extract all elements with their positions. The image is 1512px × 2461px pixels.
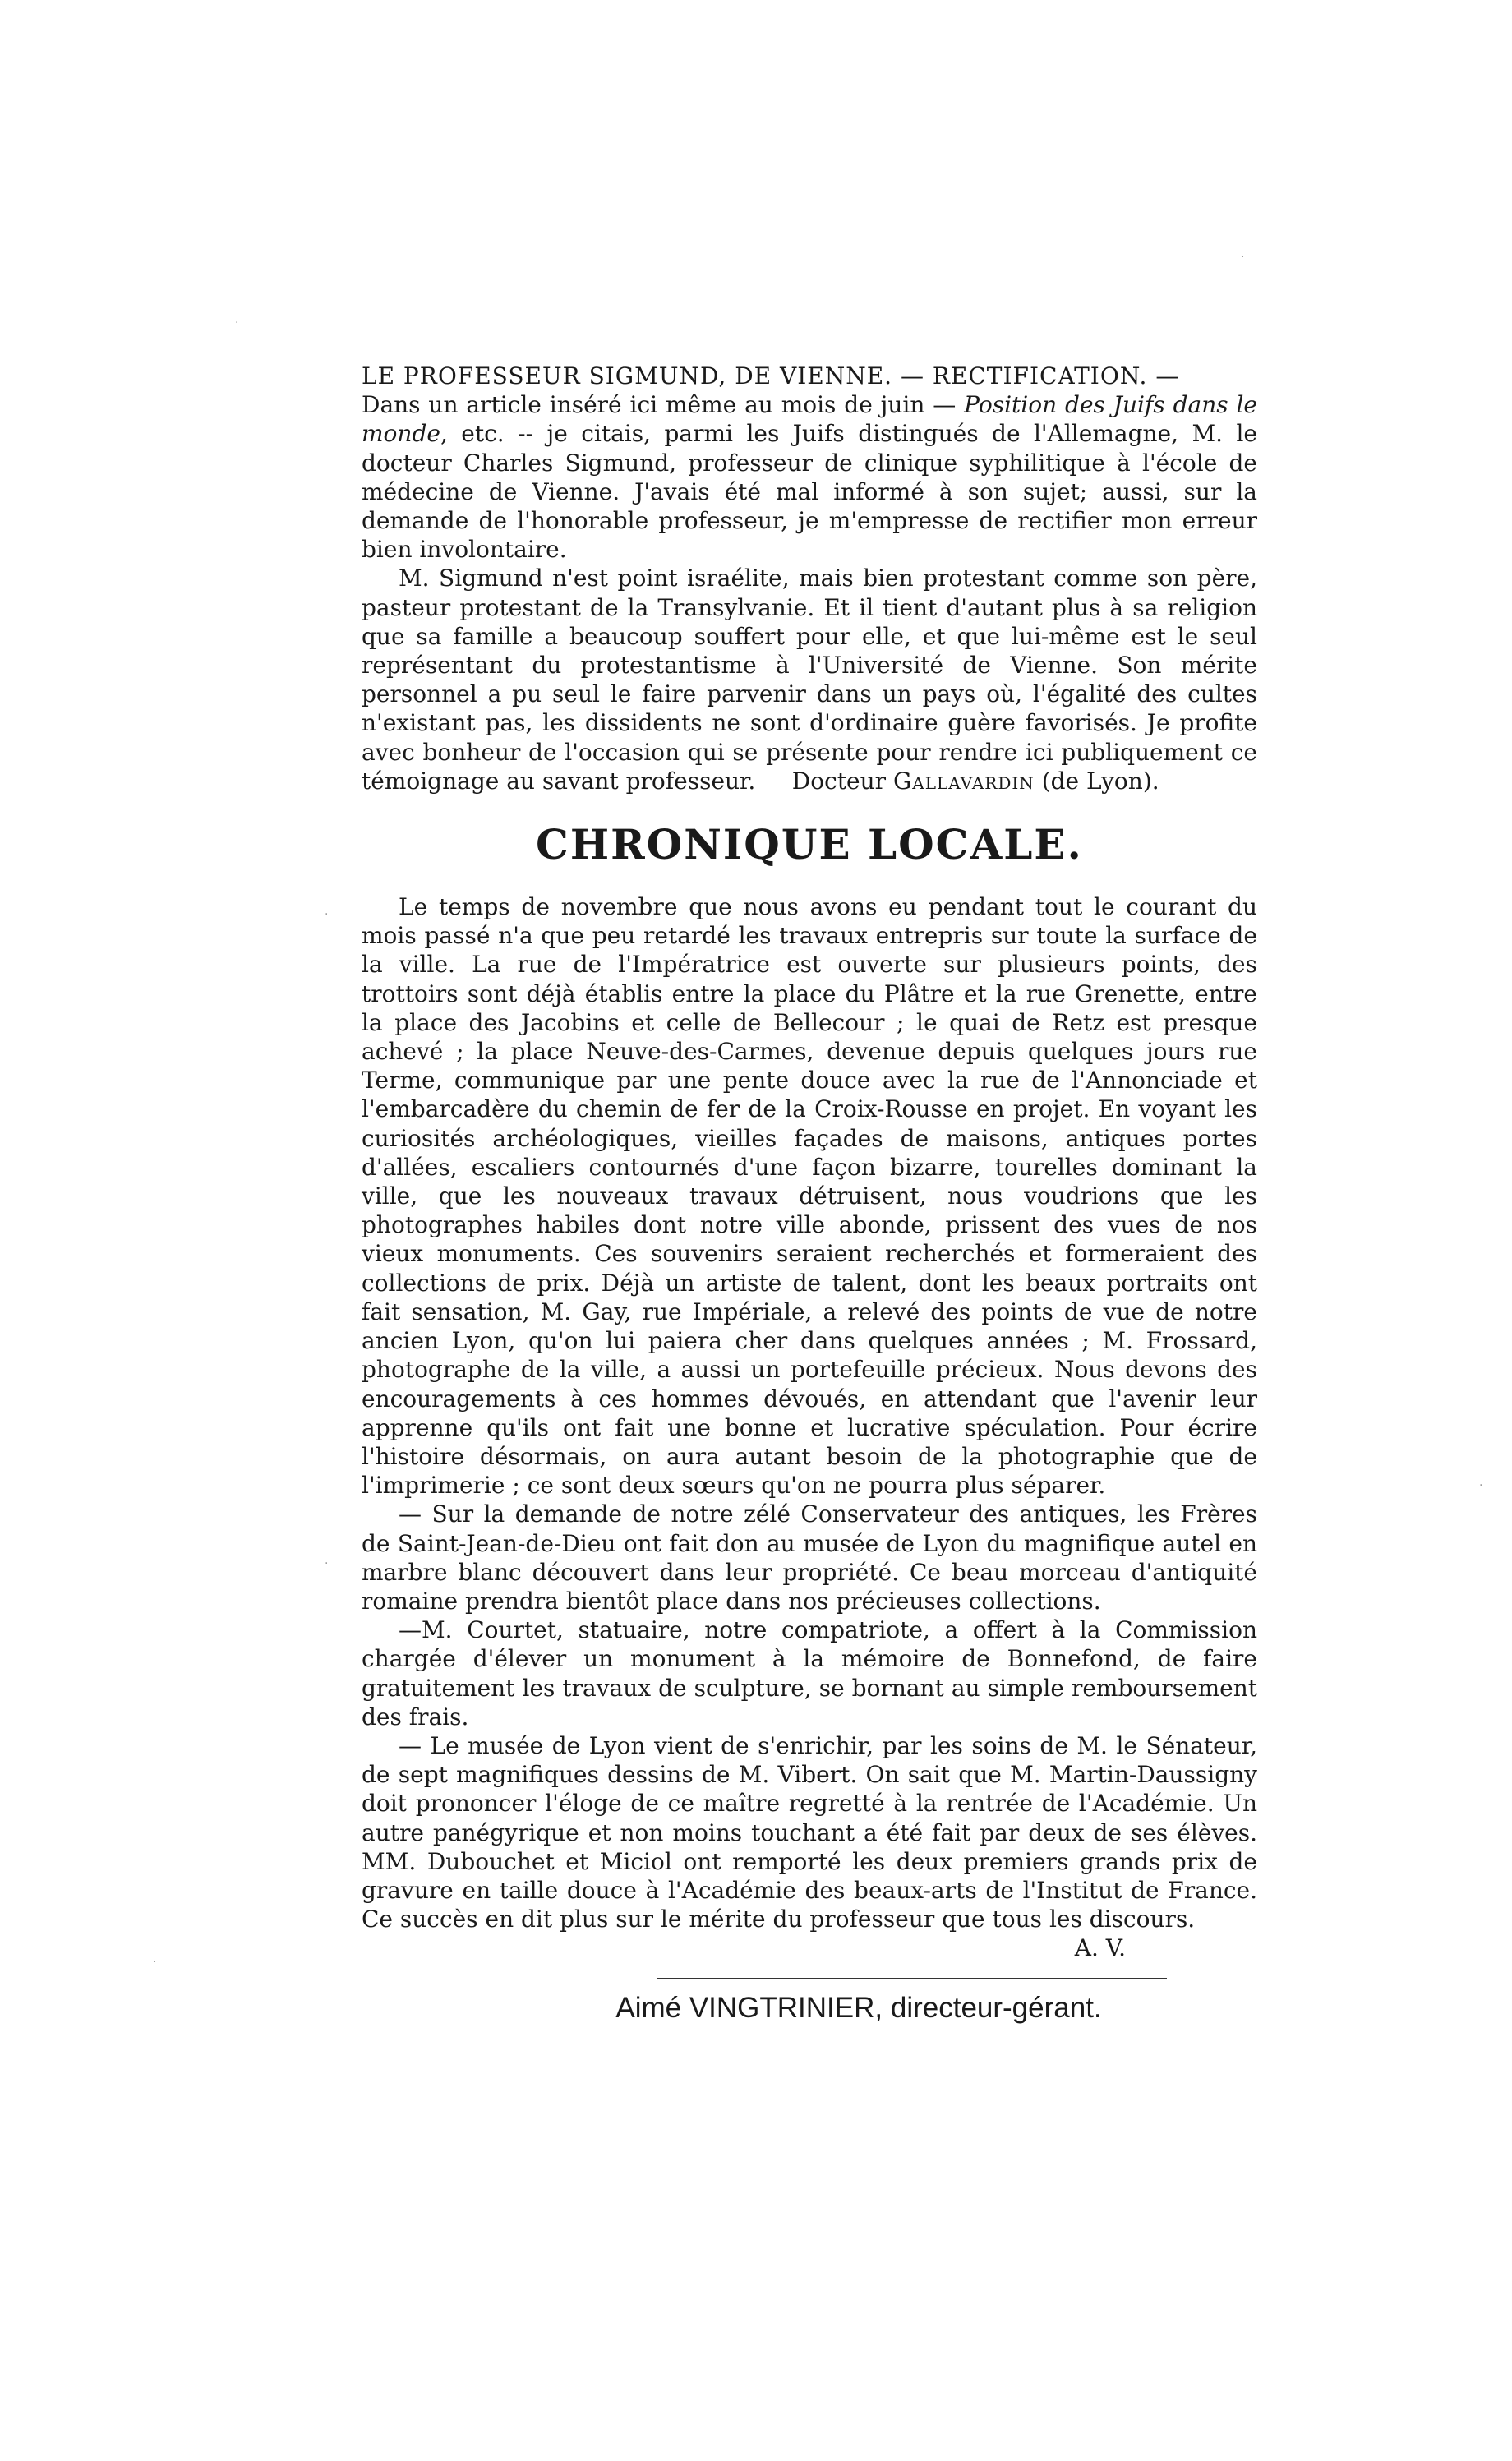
footer-rule xyxy=(657,1978,1167,1979)
chronique-paragraph-2: — Sur la demande de notre zélé Conservateur des antiques, les Frères de Saint-Jean-de-Dieu ont fait don au musée de Lyon du magnifique autel en marbre blanc découvert dans leur propriété. Ce beau morceau d'antiquité romaine prendra bientôt place dans nos précieuses collections. xyxy=(362,1500,1257,1615)
text-run: M. Sigmund n'est point israélite, mais bien protestant comme son père, pasteur protestant de la Transylvanie. Et il tient d'autant plus à sa religion que sa famille a beaucoup souffert pour elle, et que lui-même est le seul représentant du protestantisme à l'Université de Vienne. Son mérite personnel a pu seul le faire parvenir dans un pays où, l'égalité des cultes n'existant pas, les dissidents ne sont d'ordinaire guère favorisés. Je profite avec bonheur de l'occasion qui se présente pour rendre ici publiquement ce témoignage au savant professeur. xyxy=(362,565,1257,795)
publisher-first-name: Aimé xyxy=(615,1991,682,2024)
chronique-locale xyxy=(362,892,1257,1963)
signature-prefix: Docteur xyxy=(791,767,887,795)
publisher-last-name: VINGTRINIER xyxy=(689,1991,875,2024)
chronique-paragraph-3: —M. Courtet, statuaire, notre compatriote, a offert à la Commission chargée d'élever un monument à la mémoire de Bonnefond, de faire gratuitement les travaux de sculpture, se bornant au simple remboursement des frais. xyxy=(362,1616,1257,1731)
signature-name: Gallavardin xyxy=(892,767,1035,795)
chronique-paragraph-1: Le temps de novembre que nous avons eu pendant tout le courant du mois passé n'a que peu retardé les travaux entrepris sur toute la surface de la ville. La rue de l'Impératrice est ouverte sur plusieurs points, des trottoirs sont déjà établis entre la place du Plâtre et la rue Grenette, entre la place des Jacobins et celle de Bellecour ; le quai de Retz est presque achevé ; la place Neuve-des-Carmes, devenue depuis quelques jours rue Terme, communique par une pente douce avec la rue de l'Annonciade et l'embarcadère du chemin de fer de la Croix-Rousse en projet. En voyant les curiosités archéologiques, vieilles façades de maisons, antiques portes d'allées, escaliers contournés d'une façon bizarre, tourelles dominant la ville, que les nouveaux travaux détruisent, nous voudrions que les photographes habiles dont notre ville abonde, prissent des vues de nos vieux monuments. Ces souvenirs seraient recherchés et formeraient des collections de prix. Déjà un artiste de talent, dont les beaux portraits ont fait sensation, M. Gay, rue Impériale, a relevé des points de vue de notre ancien Lyon, qu'on lui paiera cher dans quelques années ; M. Frossard, photographe de la ville, a aussi un portefeuille précieux. Nous devons des encouragements à ces hommes dévoués, en attendant que l'avenir leur apprenne qu'ils ont fait une bonne et lucrative spéculation. Pour écrire l'histoire désormais, on aura autant besoin de la photographie que de l'imprimerie ; ce sont deux sœurs qu'on ne pourra plus séparer. xyxy=(362,893,1257,1500)
section-title: CHRONIQUE LOCALE. xyxy=(536,820,1083,869)
chronique-paragraph-4: — Le musée de Lyon vient de s'enrichir, par les soins de M. le Sénateur, de sept magnifiques dessins de M. Vibert. On sait que M. Martin-Daussigny doit prononcer l'éloge de ce maître regretté à la rentrée de l'Académie. Un autre panégyrique et non moins touchant a été fait par deux de ses élèves. MM. Dubouchet et Miciol ont remporté les deux premiers grands prix de gravure en taille douce à l'Académie des beaux-arts de l'Institut de France. Ce succès en dit plus sur le mérite du professeur que tous les discours. xyxy=(362,1731,1257,1933)
margin-tick: · xyxy=(325,1557,329,1570)
document-page xyxy=(362,362,1257,2027)
publisher-role: , directeur-gérant. xyxy=(874,1991,1102,2024)
margin-tick: · xyxy=(1241,251,1245,264)
rectification-article xyxy=(362,362,1257,795)
cited-article-title: Position des Juifs dans le monde xyxy=(362,391,1258,448)
margin-tick: · xyxy=(1479,1479,1483,1492)
publisher-signature xyxy=(362,1989,1257,2027)
signature xyxy=(763,767,1159,795)
text-run: Dans un article inséré ici même au mois de juin — xyxy=(362,391,957,419)
text-run: , etc. -- je citais, parmi les Juifs distingués de l'Allemagne, M. le docteur Charles Sigmund, professeur de clinique syphilitique à l'école de médecine de Vienne. J'avais été mal informé à son sujet; aussi, sur la demande de l'honorable professeur, je m'empresse de rectifier mon erreur bien involontaire. xyxy=(362,420,1257,564)
margin-tick: · xyxy=(325,908,329,921)
rectification-paragraph-1 xyxy=(362,390,1257,564)
signature-place: (de Lyon). xyxy=(1041,767,1159,795)
margin-tick: · xyxy=(153,1956,157,1969)
margin-tick: · xyxy=(235,316,239,330)
author-initials: A. V. xyxy=(1074,1934,1126,1962)
rectification-heading: LE PROFESSEUR SIGMUND, DE VIENNE. — RECTIFICATION. — xyxy=(362,362,1180,389)
rectification-paragraph-2 xyxy=(362,564,1257,795)
